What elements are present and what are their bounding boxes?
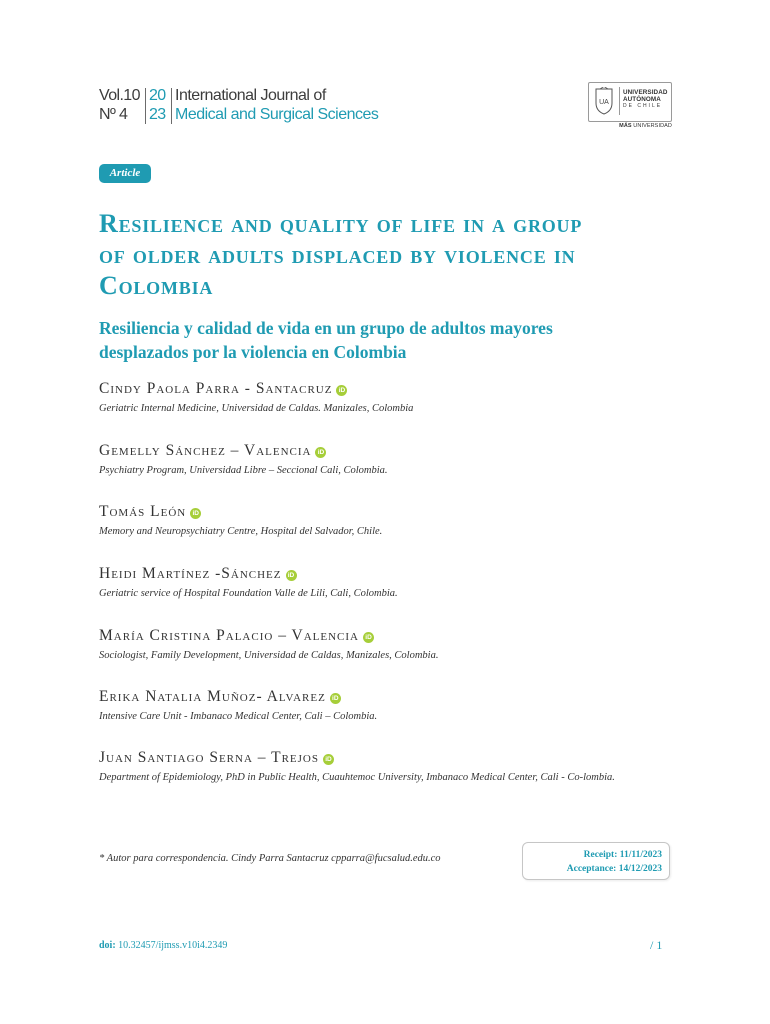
orcid-icon[interactable]: iD (286, 570, 297, 581)
author-affiliation: Department of Epidemiology, PhD in Public Health, Cuauhtemoc University, Imbanaco Medical Center, Cali - Co-lombia. (99, 772, 615, 783)
receipt-value: 11/11/2023 (619, 850, 662, 860)
article-subtitle-spanish (99, 316, 679, 364)
university-name-line-1: UNIVERSIDAD (623, 89, 668, 96)
author-affiliation: Intensive Care Unit - Imbanaco Medical Center, Cali – Colombia. (99, 711, 378, 722)
author-name (99, 378, 674, 400)
university-name (623, 89, 667, 110)
doi-reference[interactable] (99, 940, 227, 951)
university-name-line-3: DE CHILE (623, 103, 663, 109)
author-name-text: Gemelly Sánchez – Valencia (99, 442, 312, 459)
logo-divider (619, 87, 620, 115)
doi-label: doi: (99, 940, 116, 951)
doi-value: 10.32457/ijmss.v10i4.2349 (118, 940, 228, 951)
author-entry (99, 747, 674, 786)
title-line-1: Resilience and quality of life in a group (99, 209, 583, 238)
orcid-icon[interactable]: iD (323, 754, 334, 765)
subtitle-line-1: Resiliencia y calidad de vida en un grupo de adultos mayores (99, 318, 553, 338)
year-part-2: 23 (149, 106, 166, 123)
volume-number (99, 86, 145, 124)
orcid-icon[interactable]: iD (190, 508, 201, 519)
acceptance-value: 14/12/2023 (618, 864, 662, 874)
university-logo (588, 82, 672, 130)
author-name (99, 440, 674, 462)
author-entry (99, 378, 674, 417)
author-name (99, 625, 674, 647)
article-title (99, 208, 699, 301)
acceptance-label: Acceptance: (566, 864, 617, 874)
page-number: / 1 (650, 938, 663, 952)
author-name-text: Heidi Martínez -Sánchez (99, 565, 282, 582)
journal-name (175, 86, 378, 124)
orcid-icon[interactable]: iD (363, 632, 374, 643)
author-entry (99, 625, 674, 664)
receipt-label: Receipt: (583, 850, 618, 860)
title-line-2: of older adults displaced by violence in (99, 240, 576, 269)
university-tagline (619, 123, 672, 129)
author-name-text: María Cristina Palacio – Valencia (99, 627, 360, 644)
title-line-3: Colombia (99, 271, 214, 300)
author-name (99, 686, 674, 708)
author-name-text: Juan Santiago Serna – Trejos (99, 749, 319, 766)
header-divider (171, 88, 172, 124)
author-affiliation: Psychiatry Program, Universidad Libre – Seccional Cali, Colombia. (99, 465, 388, 476)
dates-box (522, 842, 670, 880)
author-entry (99, 501, 674, 540)
author-name-text: Erika Natalia Muñoz- Alvarez (99, 688, 326, 705)
tagline-bold: MÁS (619, 123, 632, 129)
article-type-badge: Article (99, 164, 151, 183)
university-initials: UA (599, 99, 609, 106)
tagline-rest: UNIVERSIDAD (631, 123, 672, 129)
author-name-text: Tomás León (99, 503, 187, 520)
journal-name-line-1: International Journal of (175, 87, 326, 104)
subtitle-line-2: desplazados por la violencia en Colombia (99, 342, 407, 362)
author-name (99, 747, 674, 769)
author-entry (99, 563, 674, 602)
issue-label: Nº 4 (99, 106, 128, 123)
author-name (99, 501, 674, 523)
acceptance-date (523, 862, 662, 876)
university-shield-icon (594, 87, 614, 115)
author-affiliation: Geriatric service of Hospital Foundation Valle de Lili, Cali, Colombia. (99, 588, 398, 599)
header-divider (145, 88, 146, 124)
publication-year (149, 86, 171, 124)
author-entry (99, 686, 674, 725)
author-affiliation: Geriatric Internal Medicine, Universidad de Caldas. Manizales, Colombia (99, 403, 414, 414)
orcid-icon[interactable]: iD (315, 447, 326, 458)
author-affiliation: Sociologist, Family Development, Universidad de Caldas, Manizales, Colombia. (99, 650, 439, 661)
volume-label: Vol.10 (99, 87, 140, 104)
author-name (99, 563, 674, 585)
author-affiliation: Memory and Neuropsychiatry Centre, Hospital del Salvador, Chile. (99, 526, 383, 537)
author-name-text: Cindy Paola Parra - Santacruz (99, 380, 333, 397)
orcid-icon[interactable]: iD (336, 385, 347, 396)
year-part-1: 20 (149, 87, 166, 104)
author-entry (99, 440, 674, 479)
university-name-line-2: AUTÓNOMA (623, 96, 661, 103)
orcid-icon[interactable]: iD (330, 693, 341, 704)
journal-name-line-2: Medical and Surgical Sciences (175, 106, 379, 123)
receipt-date (523, 848, 662, 862)
correspondence-note: * Autor para correspondencia. Cindy Parra Santacruz cpparra@fucsalud.edu.co (99, 853, 441, 864)
